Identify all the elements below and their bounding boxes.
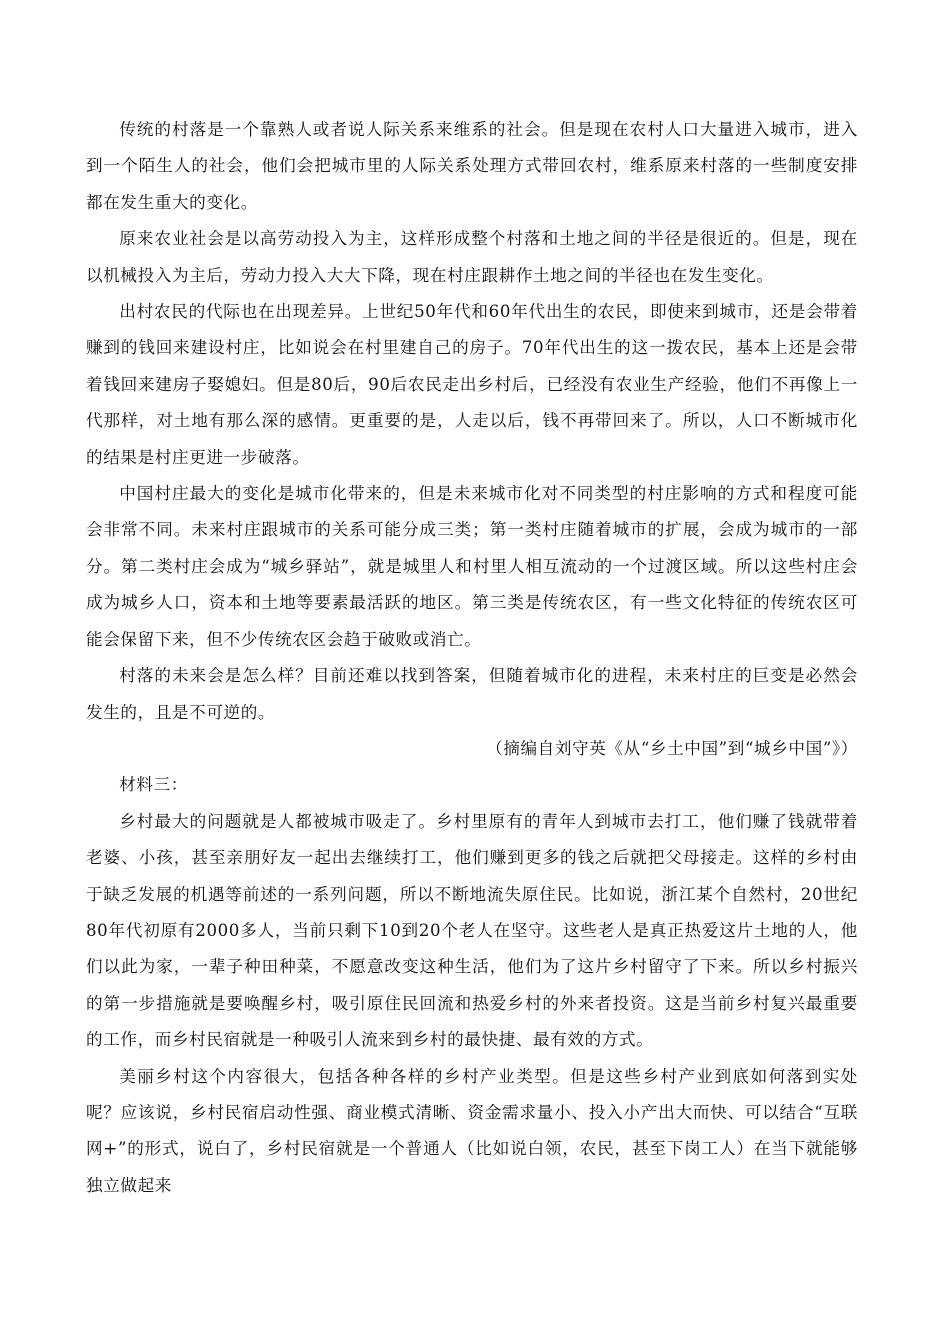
paragraph-rural-exodus: 乡村最大的问题就是人都被城市吸走了。乡村里原有的青年人到城市去打工，他们赚了钱就带着老婆、小孩，甚至亲朋好友一起出去继续打工，他们赚到更多的钱之后就把父母接走。这样的乡村由于缺乏发展的机遇等前述的一系列问题，所以不断地流失原住民。比如说，浙江某个自然村，20世纪80年代初原有2000多人，当前只剩下10到20个老人在坚守。这些老人是真正热爱这片土地的人，他们以此为家，一辈子种田种菜，不愿意改变这种生活，他们为了这片乡村留守了下来。所以乡村振兴的第一步措施就是要唤醒乡村，吸引原住民回流和热爱乡村的外来者投资。这是当前乡村复兴最重要的工作，而乡村民宿就是一种吸引人流来到乡村的最快捷、最有效的方式。 (86, 811, 858, 1050)
paragraph-agricultural-society: 原来农业社会是以高劳动投入为主，这样形成整个村落和土地之间的半径是很近的。但是，现在以机械投入为主后，劳动力投入大大下降，现在村庄跟耕作土地之间的半径也在发生变化。 (86, 229, 858, 285)
source-citation: （摘编自刘守英《从“乡土中国”到“城乡中国”》） (486, 738, 858, 758)
paragraph-village-types: 中国村庄最大的变化是城市化带来的，但是未来城市化对不同类型的村庄影响的方式和程度可能会非常不同。未来村庄跟城市的关系可能分成三类；第一类村庄随着城市的扩展，会成为城市的一部分。第二类村庄会成为“城乡驿站”，就是城里人和村里人相互流动的一个过渡区域。所以这些村庄会成为城乡人口，资本和土地等要素最活跃的地区。第三类是传统农区，有一些文化特征的传统农区可能会保留下来，但不少传统农区会趋于破败或消亡。 (86, 484, 858, 649)
paragraph-rural-homestay: 美丽乡村这个内容很大，包括各种各样的乡村产业类型。但是这些乡村产业到底如何落到实处呢？应该说，乡村民宿启动性强、商业模式清晰、资金需求量小、投入小产出大而快、可以结合“互联网+”的形式，说白了，乡村民宿就是一个普通人（比如说白领，农民，甚至下岗工人）在当下就能够独立做起来 (86, 1066, 858, 1195)
document-page (86, 112, 858, 1204)
paragraph-generational-difference: 出村农民的代际也在出现差异。上世纪50年代和60年代出生的农民，即使来到城市，还是会带着赚到的钱回来建设村庄，比如说会在村里建自己的房子。70年代出生的这一拨农民，基本上还是会带着钱回来建房子娶媳妇。但是80后，90后农民走出乡村后，已经没有农业生产经验，他们不再像上一代那样，对土地有那么深的感情。更重要的是，人走以后，钱不再带回来了。所以，人口不断城市化的结果是村庄更进一步破落。 (86, 302, 858, 467)
paragraph-traditional-village: 传统的村落是一个靠熟人或者说人际关系来维系的社会。但是现在农村人口大量进入城市，进入到一个陌生人的社会，他们会把城市里的人际关系处理方式带回农村，维系原来村落的一些制度安排都在发生重大的变化。 (86, 120, 858, 212)
material-label: 材料三： (119, 775, 188, 795)
paragraph-village-future: 村落的未来会是怎么样？目前还难以找到答案，但随着城市化的进程，未来村庄的巨变是必然会发生的，且是不可逆的。 (86, 666, 858, 722)
